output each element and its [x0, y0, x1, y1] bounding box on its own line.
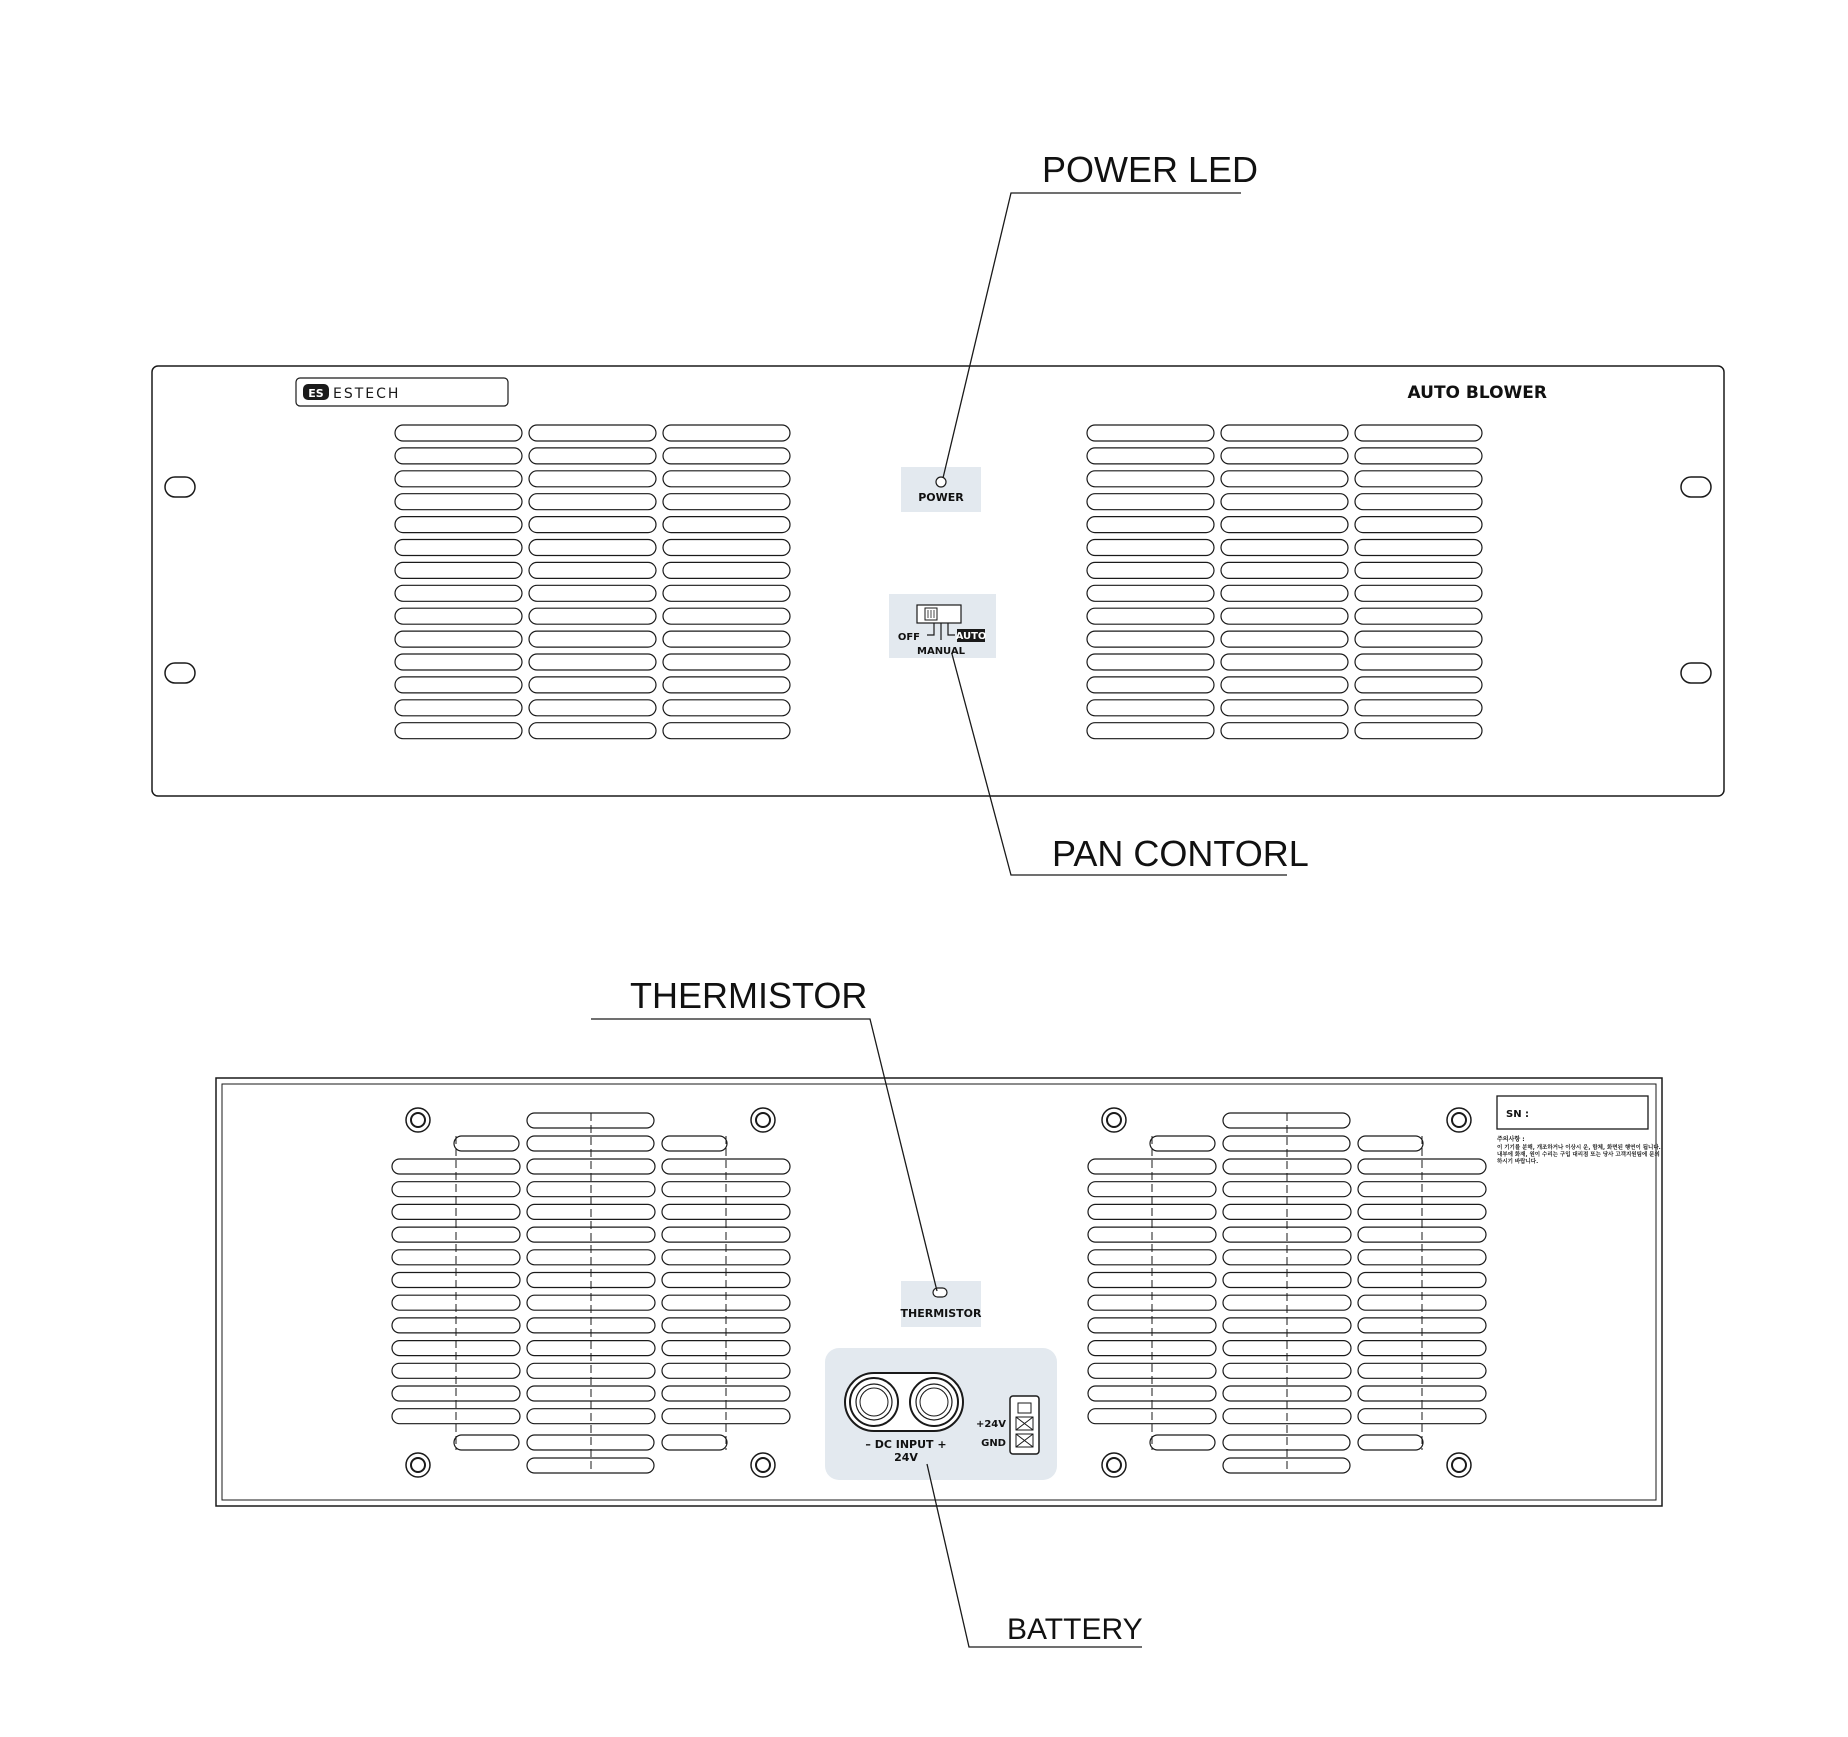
vent-slot [1221, 425, 1348, 441]
mount-hole-icon [165, 663, 195, 683]
dc-plus-terminal-icon [910, 1378, 958, 1426]
vent-slot [1221, 448, 1348, 464]
vent-slot [529, 425, 656, 441]
vent-slot [1221, 517, 1348, 533]
terminal-gnd-label: GND [981, 1438, 1006, 1449]
vent-slot [529, 448, 656, 464]
power-label: POWER [918, 491, 964, 504]
vent-slot [1358, 1435, 1423, 1450]
brand-name: ESTECH [333, 386, 401, 402]
vent-slot [395, 677, 522, 693]
vent-slot [529, 562, 656, 578]
switch-off-label: OFF [897, 632, 920, 643]
vent-slot [1087, 608, 1214, 624]
vent-slot [1221, 677, 1348, 693]
vent-slot [395, 448, 522, 464]
vent-slot [663, 494, 790, 510]
vent-slot [1087, 631, 1214, 647]
product-name: AUTO BLOWER [1407, 383, 1547, 403]
vent-slot [529, 654, 656, 670]
vent-slot [1355, 723, 1482, 739]
vent-slot [663, 448, 790, 464]
vent-slot [1087, 494, 1214, 510]
screw-icon [1102, 1108, 1126, 1132]
vent-slot [1355, 562, 1482, 578]
thermistor-callout: THERMISTOR [630, 975, 868, 1016]
vent-slot [529, 723, 656, 739]
vent-slot [663, 631, 790, 647]
vent-slot [1355, 448, 1482, 464]
dc-minus-terminal-icon [850, 1378, 898, 1426]
vent-slot [1087, 654, 1214, 670]
vent-slot [1087, 723, 1214, 739]
caution-line: 하시기 바랍니다. [1497, 1159, 1539, 1165]
rear-panel [216, 1078, 1662, 1506]
terminal-plus-label: +24V [975, 1419, 1006, 1430]
vent-slot [1355, 540, 1482, 556]
screw-icon [1102, 1453, 1126, 1477]
terminal-block-icon [1010, 1396, 1039, 1454]
caution-title: 주의사항 : [1497, 1136, 1525, 1143]
power-label-bg [901, 467, 981, 512]
vent-slot [1087, 700, 1214, 716]
vent-slot [1221, 700, 1348, 716]
vent-slot [529, 494, 656, 510]
vent-slot [1355, 494, 1482, 510]
power-led-module [901, 467, 981, 512]
vent-slot [1221, 608, 1348, 624]
vent-slot [395, 540, 522, 556]
vent-slot [1221, 494, 1348, 510]
vent-slot [529, 540, 656, 556]
vent-slot [662, 1435, 727, 1450]
vent-slot [1355, 517, 1482, 533]
vent-slot [1221, 631, 1348, 647]
screw-icon [406, 1453, 430, 1477]
vent-slot [663, 517, 790, 533]
vent-slot [529, 700, 656, 716]
mount-hole-icon [1681, 477, 1711, 497]
vent-slot [1087, 517, 1214, 533]
vent-slot [1355, 654, 1482, 670]
vent-slot [1221, 723, 1348, 739]
vent-slot [1087, 425, 1214, 441]
vent-slot [395, 608, 522, 624]
vent-slot [395, 471, 522, 487]
vent-slot [454, 1435, 519, 1450]
vent-slot [663, 608, 790, 624]
vent-slot [529, 517, 656, 533]
vent-slot [663, 700, 790, 716]
mount-hole-icon [165, 477, 195, 497]
serial-label: SN : [1506, 1109, 1530, 1120]
vent-slot [395, 631, 522, 647]
vent-slot [1355, 585, 1482, 601]
vent-slot [663, 562, 790, 578]
vent-slot [529, 631, 656, 647]
vent-slot [1087, 585, 1214, 601]
power-led-callout: POWER LED [1042, 149, 1259, 190]
brand-mark-text: ES [308, 387, 324, 400]
vent-slot [1087, 677, 1214, 693]
slide-switch-icon [917, 605, 961, 623]
screw-icon [1447, 1453, 1471, 1477]
vent-slot [663, 654, 790, 670]
screw-icon [751, 1453, 775, 1477]
dc-input-module [825, 1348, 1057, 1480]
fan-control-callout: PAN CONTORL [1052, 833, 1309, 874]
vent-slot [663, 677, 790, 693]
fan-control-switch [889, 594, 996, 658]
thermistor-sensor-icon [933, 1288, 947, 1297]
vent-slot [1087, 448, 1214, 464]
front-panel-outline [152, 366, 1724, 796]
vent-slot [529, 585, 656, 601]
dc-voltage-label: 24V [894, 1451, 918, 1464]
vent-slot [395, 700, 522, 716]
vent-slot [395, 494, 522, 510]
battery-callout: BATTERY [1007, 1613, 1143, 1646]
screw-icon [751, 1108, 775, 1132]
vent-slot [1355, 677, 1482, 693]
vent-slot [1355, 700, 1482, 716]
screw-icon [1447, 1108, 1471, 1132]
vent-slot [662, 1136, 727, 1151]
caution-line: 내부에 화재, 원이 수리는 구입 대리점 또는 당사 고객지원팀에 문의 [1497, 1152, 1660, 1158]
vent-slot [1087, 471, 1214, 487]
brand-logo [296, 378, 508, 406]
vent-slot [663, 723, 790, 739]
vent-slot [1221, 654, 1348, 670]
vent-slot [395, 585, 522, 601]
switch-auto-label: AUTO [955, 631, 987, 642]
vent-slot [663, 471, 790, 487]
vent-slot [395, 425, 522, 441]
dc-input-label: – DC INPUT + [865, 1438, 947, 1451]
vent-slot [1355, 631, 1482, 647]
vent-slot [454, 1136, 519, 1151]
vent-slot [1358, 1136, 1423, 1151]
vent-slot [1221, 562, 1348, 578]
vent-slot [1150, 1136, 1215, 1151]
vent-slot [1087, 562, 1214, 578]
vent-slot [529, 608, 656, 624]
thermistor-module [901, 1281, 983, 1327]
vent-slot [395, 654, 522, 670]
vent-slot [1355, 471, 1482, 487]
caution-line: 이 기기를 분해, 개조하거나 이상시 운, 함체, 화면된 행연이 됩니다. [1497, 1145, 1661, 1151]
vent-slot [1355, 608, 1482, 624]
vent-slot [1221, 540, 1348, 556]
screw-icon [406, 1108, 430, 1132]
vent-slot [1087, 540, 1214, 556]
thermistor-label: THERMISTOR [900, 1307, 982, 1320]
vent-slot [1150, 1435, 1215, 1450]
vent-slot [1221, 471, 1348, 487]
vent-slot [529, 471, 656, 487]
vent-slot [663, 425, 790, 441]
vent-slot [529, 677, 656, 693]
vent-slot [395, 723, 522, 739]
switch-manual-label: MANUAL [917, 646, 965, 657]
vent-slot [663, 585, 790, 601]
mount-hole-icon [1681, 663, 1711, 683]
vent-slot [395, 562, 522, 578]
power-led-icon [936, 477, 946, 487]
front-panel [152, 366, 1724, 796]
vent-slot [663, 540, 790, 556]
vent-slot [395, 517, 522, 533]
vent-slot [1221, 585, 1348, 601]
vent-slot [1355, 425, 1482, 441]
